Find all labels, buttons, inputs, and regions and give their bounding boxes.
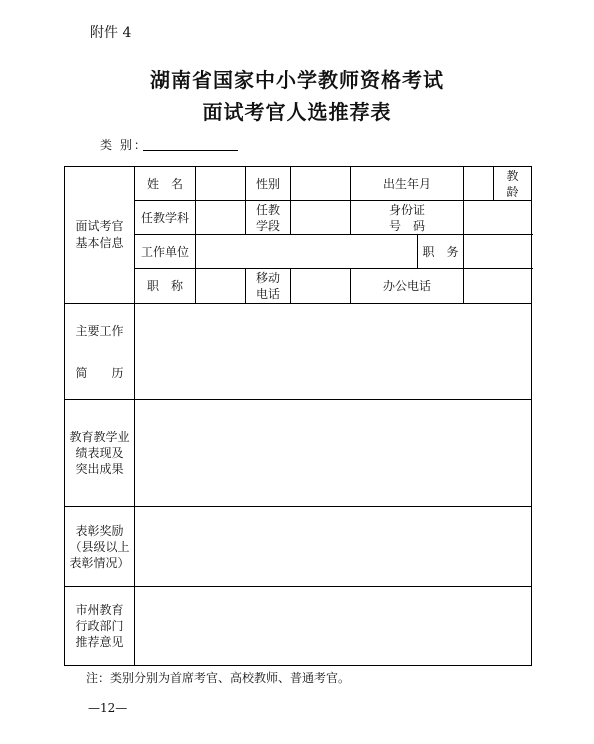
name-field[interactable] <box>196 167 246 201</box>
achievement-field[interactable] <box>135 400 532 507</box>
job-title-field[interactable] <box>196 269 246 304</box>
mobile-field[interactable] <box>291 269 351 304</box>
stage-field[interactable] <box>291 201 351 235</box>
awards-field[interactable] <box>135 507 532 587</box>
office-phone-label: 办公电话 <box>351 269 464 304</box>
achievement-label: 教育教学业 绩表现及 突出成果 <box>65 400 135 507</box>
gender-field[interactable] <box>291 167 351 201</box>
birth-field[interactable] <box>464 167 494 201</box>
category-label: 类 别： <box>100 138 148 152</box>
office-phone-field[interactable] <box>464 269 532 304</box>
document-title: 湖南省国家中小学教师资格考试 <box>150 68 444 92</box>
category-input-line[interactable] <box>143 150 238 151</box>
position-label: 职 务 <box>418 235 464 269</box>
footnote: 注：类别分别为首席考官、高校教师、普通考官。 <box>86 671 351 685</box>
recommendation-form-table <box>64 166 532 666</box>
basic-info-label: 面试考官基本信息 <box>65 167 135 304</box>
recommendation-field[interactable] <box>135 587 532 666</box>
gender-label: 性别 <box>246 167 291 201</box>
document-subtitle: 面试考官人选推荐表 <box>202 100 392 124</box>
attachment-label: 附件 4 <box>90 25 132 41</box>
position-field[interactable] <box>464 235 532 269</box>
work-unit-label: 工作单位 <box>135 235 196 269</box>
awards-label: 表彰奖励 （县级以上 表彰情况） <box>65 507 135 587</box>
page-number: —12— <box>88 701 128 715</box>
stage-label: 任教 学段 <box>246 201 291 235</box>
teaching-age-label: 教 龄 <box>494 167 532 201</box>
id-number-label: 身份证 号 码 <box>351 201 464 235</box>
job-title-label: 职 称 <box>135 269 196 304</box>
name-label: 姓 名 <box>135 167 196 201</box>
subject-label: 任教学科 <box>135 201 196 235</box>
birth-label: 出生年月 <box>351 167 464 201</box>
resume-label: 主要工作 简 历 <box>65 304 135 400</box>
mobile-label: 移动 电话 <box>246 269 291 304</box>
subject-field[interactable] <box>196 201 246 235</box>
id-number-field[interactable] <box>464 201 532 235</box>
work-unit-field[interactable] <box>196 235 418 269</box>
resume-field[interactable] <box>135 304 532 400</box>
recommendation-label: 市州教育 行政部门 推荐意见 <box>65 587 135 666</box>
